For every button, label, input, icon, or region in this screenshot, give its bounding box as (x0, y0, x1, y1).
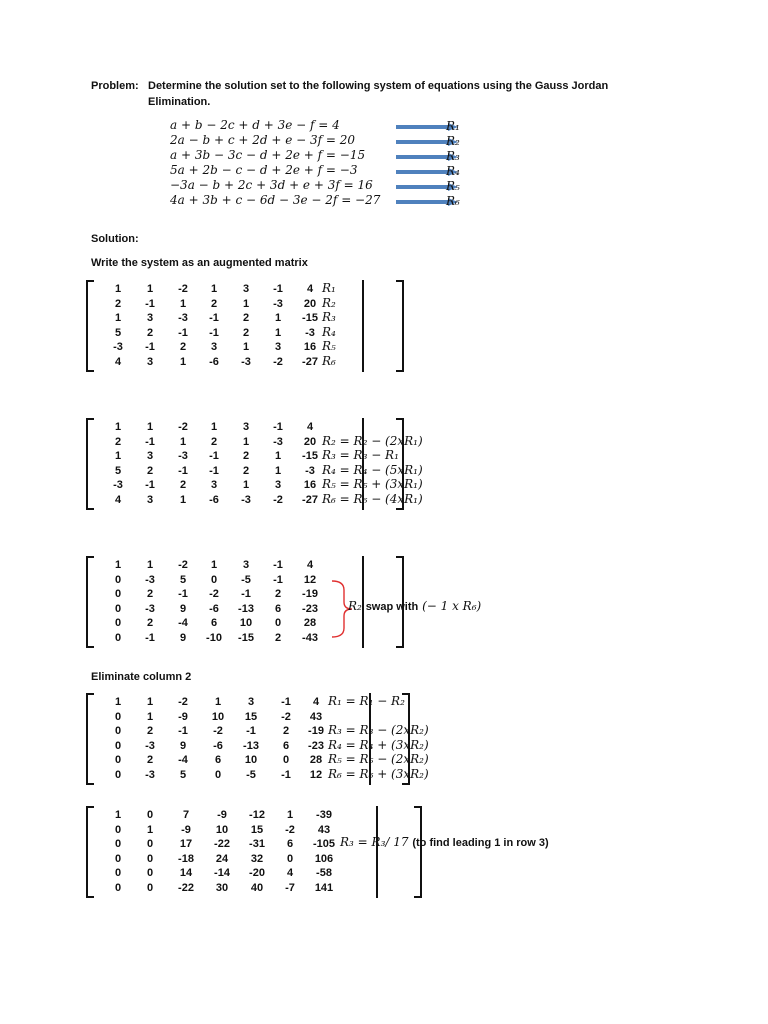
matrix-constant: 43 (317, 823, 331, 836)
matrix-cell: -7 (285, 882, 295, 894)
row-operation-note: R₄ = R₄ + (3xR₂) (328, 737, 429, 752)
matrix-cell: 1 (274, 312, 282, 325)
matrix-constant: 16 (303, 341, 317, 354)
matrix-cell: 1 (114, 696, 122, 708)
matrix-cell: 2 (179, 479, 187, 492)
matrix-cell: -2 (178, 283, 188, 295)
matrix-cell: -1 (178, 725, 188, 738)
row-label: R₁ (446, 119, 460, 133)
matrix-constant: 28 (303, 617, 317, 630)
matrix-cell: 1 (146, 421, 154, 433)
row-operation-note: R₁ (322, 281, 336, 295)
matrix-cell: 0 (114, 754, 122, 767)
right-bracket (396, 280, 404, 372)
matrix-cell: -6 (209, 494, 219, 506)
matrix-cell: -1 (273, 559, 283, 571)
matrix-cell: 0 (114, 838, 122, 851)
matrix-constant: -19 (302, 588, 318, 601)
matrix-cell: 0 (114, 823, 122, 836)
matrix-cell: 1 (242, 435, 250, 448)
matrix-cell: 3 (210, 479, 218, 492)
matrix-cell: 3 (242, 421, 250, 433)
matrix-cell: -2 (281, 710, 291, 723)
matrix-cell: -1 (241, 588, 251, 601)
matrix-constant: 20 (303, 297, 317, 310)
left-bracket (86, 418, 94, 510)
problem-text-line2: Elimination. (148, 96, 211, 108)
matrix-cell: -3 (145, 573, 155, 586)
row-operation-note: R₄ (322, 324, 336, 339)
matrix-cell: 1 (286, 809, 294, 821)
row-operation-note: R₆ = R₆ − (4xR₁) (322, 492, 423, 506)
matrix-cell: 0 (210, 573, 218, 586)
left-bracket (86, 280, 94, 372)
matrix-cell: -1 (145, 341, 155, 354)
matrix-cell: -1 (145, 297, 155, 310)
matrix-cell: 0 (146, 809, 154, 821)
matrix-cell: 1 (242, 479, 250, 492)
row-label: R₆ (446, 194, 460, 208)
row-operation-note: R₂ (322, 295, 336, 310)
matrix-cell: 2 (210, 297, 218, 310)
matrix-cell: 14 (179, 867, 193, 880)
matrix-cell: -1 (209, 326, 219, 339)
matrix-cell: -1 (281, 769, 291, 781)
row-operation-note: R₅ (322, 339, 336, 354)
left-bracket (86, 556, 94, 648)
problem-text-line1: Determine the solution set to the following system of equations using the Gauss Jordan (148, 80, 609, 92)
row-label: R₄ (446, 164, 460, 178)
matrix-cell: -2 (209, 588, 219, 601)
matrix-cell: -9 (217, 809, 227, 821)
matrix-cell: 3 (210, 341, 218, 354)
matrix-cell: -18 (178, 852, 194, 865)
matrix-cell: 0 (146, 867, 154, 880)
matrix-cell: 1 (242, 297, 250, 310)
matrix-cell: 0 (114, 882, 122, 894)
matrix-cell: 0 (286, 852, 294, 865)
matrix-constant: 12 (303, 573, 317, 586)
matrix-cell: 1 (114, 450, 122, 463)
matrix-cell: 0 (114, 739, 122, 752)
matrix-constant: 43 (309, 710, 323, 723)
matrix-cell: 3 (146, 312, 154, 325)
row-operation-note: R₄ = R₄ − (5xR₁) (322, 462, 423, 477)
matrix-constant: -3 (305, 464, 315, 477)
matrix-cell: -2 (213, 725, 223, 738)
matrix-constant: 20 (303, 435, 317, 448)
matrix-cell: -4 (178, 617, 188, 630)
matrix-cell: 1 (274, 326, 282, 339)
swap-note-op: (− 1 x R₆) (422, 599, 482, 613)
matrix-cell: -3 (178, 450, 188, 463)
matrix-cell: 0 (114, 573, 122, 586)
matrix-cell: -2 (273, 494, 283, 506)
matrix-cell: -3 (241, 356, 251, 368)
matrix-cell: 2 (274, 632, 282, 644)
matrix-cell: 1 (146, 283, 154, 295)
equation-3: a + 3b − 3c − d + 2e + f = −15 (170, 148, 366, 162)
matrix-cell: -6 (209, 356, 219, 368)
matrix-cell: 5 (114, 464, 122, 477)
matrix-cell: -2 (285, 823, 295, 836)
matrix-cell: -5 (241, 573, 251, 586)
row-label: R₅ (446, 179, 460, 193)
matrix-cell: 2 (242, 312, 250, 325)
matrix-cell: 1 (179, 356, 187, 368)
matrix-cell: 3 (242, 559, 250, 571)
row-label: R₂ (446, 134, 460, 148)
equation-4: 5a + 2b − c − d + 2e + f = −3 (170, 163, 358, 177)
swap-note-text: swap with (365, 601, 419, 613)
matrix-cell: -5 (246, 769, 256, 781)
matrix-cell: -13 (238, 602, 254, 615)
matrix-cell: 3 (247, 696, 255, 708)
matrix-cell: -1 (209, 464, 219, 477)
matrix-cell: 0 (146, 838, 154, 851)
augmented-heading: Write the system as an augmented matrix (91, 257, 308, 269)
matrix-cell: 1 (214, 696, 222, 708)
matrix-cell: -1 (178, 464, 188, 477)
matrix-cell: 3 (242, 283, 250, 295)
row-label: R₃ (446, 149, 460, 163)
matrix-cell: 2 (114, 297, 122, 310)
matrix-cell: 1 (146, 559, 154, 571)
matrix-cell: 0 (214, 769, 222, 781)
matrix-cell: 1 (146, 696, 154, 708)
matrix-constant: -105 (312, 838, 336, 851)
matrix-cell: 1 (210, 421, 218, 433)
matrix-cell: 0 (114, 588, 122, 601)
matrix-cell: 2 (179, 341, 187, 354)
matrix-cell: -4 (178, 754, 188, 767)
matrix-constant: -43 (302, 632, 318, 644)
matrix-cell: 3 (274, 341, 282, 354)
matrix-constant: -39 (316, 809, 332, 821)
matrix-cell: -1 (273, 573, 283, 586)
matrix-cell: 5 (179, 769, 187, 781)
equation-2: 2a − b + c + 2d + e − 3f = 20 (170, 133, 356, 147)
solution-heading: Solution: (91, 233, 139, 245)
row-operation-note: R₂ = R₂ − (2xR₁) (322, 433, 423, 448)
matrix-cell: -3 (145, 739, 155, 752)
matrix-cell: -3 (145, 769, 155, 781)
matrix-cell: 0 (114, 632, 122, 644)
matrix-cell: 2 (146, 588, 154, 601)
row-operation-note: R₅ = R₅ − (2xR₂) (328, 752, 429, 767)
matrix-cell: 2 (282, 725, 290, 738)
row-operation-note: R₃ (322, 310, 336, 325)
matrix-constant: 141 (314, 882, 334, 894)
matrix-cell: -3 (145, 602, 155, 615)
matrix-cell: 2 (146, 754, 154, 767)
matrix-cell: 0 (146, 882, 154, 894)
matrix-cell: 6 (282, 739, 290, 752)
matrix-constant: -23 (302, 602, 318, 615)
matrix-cell: 4 (286, 867, 294, 880)
matrix-cell: 1 (114, 809, 122, 821)
matrix-cell: 2 (146, 326, 154, 339)
matrix-cell: 4 (114, 356, 122, 368)
matrix-cell: -2 (273, 356, 283, 368)
matrix-cell: 0 (114, 852, 122, 865)
matrix-constant: 4 (306, 421, 314, 433)
matrix-cell: 6 (214, 754, 222, 767)
matrix-cell: 0 (114, 769, 122, 781)
matrix-cell: 1 (146, 710, 154, 723)
matrix-cell: -2 (178, 559, 188, 571)
row-operation-note: R₃ = R₃ − (2xR₂) (328, 723, 429, 738)
matrix-cell: -10 (206, 632, 222, 644)
matrix-cell: 30 (215, 882, 229, 894)
matrix-cell: 2 (242, 464, 250, 477)
matrix-constant: -3 (305, 326, 315, 339)
matrix-cell: 1 (114, 421, 122, 433)
matrix-cell: 6 (210, 617, 218, 630)
equation-6: 4a + 3b + c − 6d − 3e − 2f = −27 (170, 193, 381, 207)
matrix-cell: 0 (114, 602, 122, 615)
matrix-cell: -22 (214, 838, 230, 851)
matrix-cell: -15 (238, 632, 254, 644)
matrix-cell: 0 (274, 617, 282, 630)
matrix-cell: 1 (114, 312, 122, 325)
matrix-cell: 0 (114, 710, 122, 723)
right-bracket (414, 806, 422, 898)
matrix-cell: -12 (249, 809, 265, 821)
matrix-cell: 1 (114, 283, 122, 295)
matrix-cell: -6 (209, 602, 219, 615)
matrix-cell: 40 (250, 882, 264, 894)
matrix-constant: 28 (309, 754, 323, 767)
matrix-cell: 10 (215, 823, 229, 836)
matrix-cell: -22 (178, 882, 194, 894)
matrix-cell: 5 (179, 573, 187, 586)
matrix-constant: 4 (312, 696, 320, 708)
matrix-constant: 4 (306, 283, 314, 295)
matrix-constant: -19 (308, 725, 324, 738)
matrix-cell: 2 (242, 326, 250, 339)
matrix-cell: 0 (146, 852, 154, 865)
matrix-constant: -27 (302, 356, 318, 368)
matrix-constant: -15 (302, 312, 318, 325)
divide-note (340, 835, 549, 849)
matrix-cell: 2 (210, 435, 218, 448)
matrix-cell: -3 (273, 435, 283, 448)
matrix-cell: -3 (273, 297, 283, 310)
matrix-cell: 1 (210, 559, 218, 571)
matrix-cell: -1 (209, 312, 219, 325)
matrix-cell: 1 (274, 464, 282, 477)
matrix-cell: -1 (273, 421, 283, 433)
matrix-cell: 1 (210, 283, 218, 295)
row-operation-note: R₁ = R₁ − R₂ (328, 694, 405, 708)
matrix-cell: 10 (239, 617, 253, 630)
divide-note-op: R₃ = R₃/ 17 (340, 835, 409, 849)
eliminate-heading: Eliminate column 2 (91, 671, 192, 683)
matrix-cell: 2 (114, 435, 122, 448)
matrix-cell: 5 (114, 326, 122, 339)
matrix-cell: -31 (249, 838, 265, 851)
matrix-cell: 15 (250, 823, 264, 836)
matrix-constant: -58 (316, 867, 332, 880)
matrix-cell: -2 (178, 421, 188, 433)
matrix-cell: -1 (145, 479, 155, 492)
matrix-constant: 12 (309, 769, 323, 781)
matrix-cell: -3 (178, 312, 188, 325)
left-bracket (86, 806, 94, 898)
matrix-cell: 2 (146, 464, 154, 477)
matrix-cell: -20 (249, 867, 265, 880)
matrix-cell: 2 (242, 450, 250, 463)
matrix-cell: 24 (215, 852, 229, 865)
matrix-cell: -13 (243, 739, 259, 752)
problem-label: Problem: (91, 80, 139, 92)
matrix-cell: 2 (146, 617, 154, 630)
matrix-cell: -2 (178, 696, 188, 708)
matrix-cell: 17 (179, 838, 193, 851)
matrix-cell: -9 (178, 710, 188, 723)
matrix-constant: -23 (308, 739, 324, 752)
matrix-cell: -1 (273, 283, 283, 295)
matrix-constant: 4 (306, 559, 314, 571)
matrix-constant: -27 (302, 494, 318, 506)
equation-1: a + b − 2c + d + 3e − f = 4 (170, 118, 340, 132)
matrix-cell: 1 (114, 559, 122, 571)
matrix-cell: 1 (179, 494, 187, 506)
matrix-cell: -3 (113, 479, 123, 492)
matrix-cell: 1 (242, 341, 250, 354)
matrix-cell: -1 (281, 696, 291, 708)
row-operation-note: R₆ (322, 354, 336, 368)
divide-note-text: (to find leading 1 in row 3) (412, 837, 549, 849)
matrix-cell: 1 (179, 435, 187, 448)
matrix-cell: 9 (179, 602, 187, 615)
matrix-cell: 2 (274, 588, 282, 601)
matrix-cell: 3 (274, 479, 282, 492)
row-operation-note: R₃ = R₃ − R₁ (322, 448, 399, 463)
left-bracket (86, 693, 94, 785)
matrix-cell: -1 (209, 450, 219, 463)
matrix-cell: 1 (179, 297, 187, 310)
matrix-constant: 16 (303, 479, 317, 492)
matrix-constant: -15 (302, 450, 318, 463)
matrix-cell: 0 (114, 867, 122, 880)
matrix-cell: 4 (114, 494, 122, 506)
matrix-cell: -1 (145, 435, 155, 448)
matrix-cell: -14 (214, 867, 230, 880)
matrix-cell: 10 (211, 710, 225, 723)
row-operation-note: R₆ = R₆ + (3xR₂) (328, 767, 429, 781)
matrix-cell: 7 (182, 809, 190, 821)
matrix-cell: 3 (146, 450, 154, 463)
matrix-cell: 15 (244, 710, 258, 723)
matrix-cell: 6 (286, 838, 294, 851)
equation-5: −3a − b + 2c + 3d + e + 3f = 16 (170, 178, 373, 192)
matrix-cell: 3 (146, 356, 154, 368)
matrix-cell: -3 (113, 341, 123, 354)
matrix-cell: -6 (213, 739, 223, 752)
matrix-cell: -1 (246, 725, 256, 738)
matrix-cell: 10 (244, 754, 258, 767)
matrix-cell: 2 (146, 725, 154, 738)
matrix-cell: 9 (179, 632, 187, 644)
matrix-cell: -1 (145, 632, 155, 644)
matrix-cell: 9 (179, 739, 187, 752)
matrix-cell: 32 (250, 852, 264, 865)
matrix-cell: -3 (241, 494, 251, 506)
matrix-constant: 106 (314, 852, 334, 865)
matrix-cell: 0 (114, 617, 122, 630)
row-operation-note: R₅ = R₅ + (3xR₁) (322, 477, 423, 492)
matrix-cell: 1 (274, 450, 282, 463)
matrix-cell: 1 (146, 823, 154, 836)
matrix-cell: 0 (282, 754, 290, 767)
swap-note (348, 599, 481, 613)
augment-divider (362, 280, 364, 372)
matrix-cell: 0 (114, 725, 122, 738)
augment-divider (376, 806, 378, 898)
matrix-cell: -1 (178, 326, 188, 339)
matrix-cell: 6 (274, 602, 282, 615)
matrix-cell: -9 (181, 823, 191, 836)
matrix-cell: 3 (146, 494, 154, 506)
swap-note-row: R₂ (348, 599, 362, 613)
matrix-cell: -1 (178, 588, 188, 601)
